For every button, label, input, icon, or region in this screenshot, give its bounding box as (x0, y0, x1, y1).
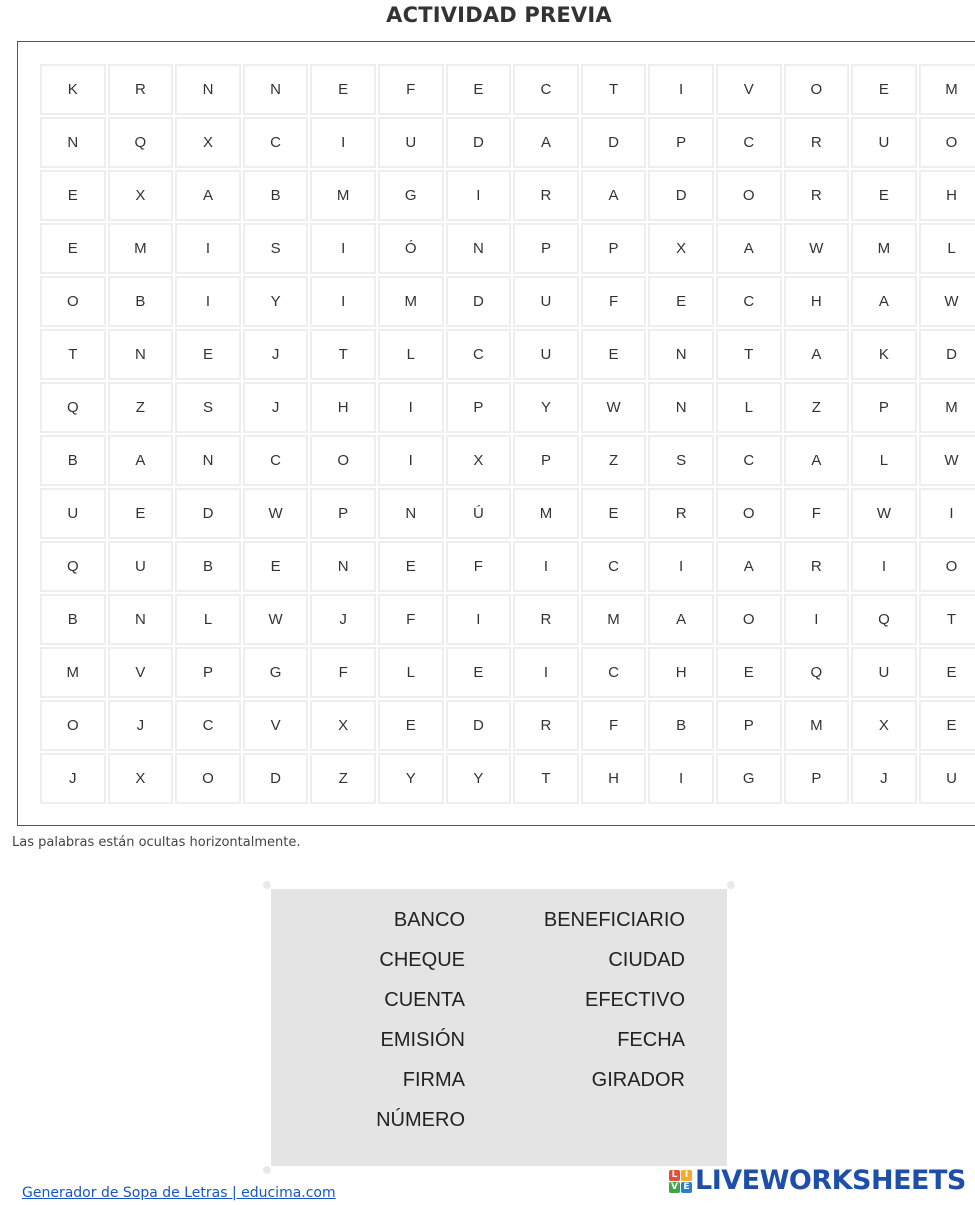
word-item: BENEFICIARIO (543, 909, 685, 931)
grid-cell[interactable]: G (716, 753, 782, 804)
logo-mark-tile: L (669, 1170, 680, 1181)
grid-cell[interactable]: U (919, 753, 975, 804)
word-item: GIRADOR (591, 1069, 685, 1091)
grid-cell[interactable]: J (108, 700, 174, 751)
corner-dot (263, 1166, 271, 1174)
grid-cell[interactable]: E (40, 223, 106, 274)
grid-cell[interactable]: A (513, 117, 579, 168)
grid-cell[interactable]: C (581, 647, 647, 698)
grid-cell[interactable]: X (648, 223, 714, 274)
grid-cell[interactable]: M (513, 488, 579, 539)
grid-cell[interactable]: L (716, 382, 782, 433)
grid-cell[interactable]: R (784, 541, 850, 592)
grid-cell[interactable]: B (243, 170, 309, 221)
liveworksheets-logo (669, 1166, 966, 1196)
grid-cell[interactable]: I (784, 594, 850, 645)
grid-cell[interactable]: R (648, 488, 714, 539)
grid-cell[interactable]: H (784, 276, 850, 327)
logo-mark-tile: V (669, 1182, 680, 1193)
grid-cell[interactable]: B (40, 435, 106, 486)
grid-cell[interactable]: O (919, 117, 975, 168)
grid-cell[interactable]: W (919, 435, 975, 486)
word-item: EFECTIVO (584, 989, 685, 1011)
grid-cell[interactable]: R (784, 170, 850, 221)
grid-cell[interactable]: E (919, 647, 975, 698)
grid-cell[interactable]: I (919, 488, 975, 539)
word-item: FECHA (617, 1029, 685, 1051)
grid-cell[interactable]: U (851, 117, 917, 168)
grid-cell[interactable]: J (243, 329, 309, 380)
grid-cell[interactable]: A (648, 594, 714, 645)
grid-cell[interactable]: E (851, 64, 917, 115)
grid-cell[interactable]: P (513, 435, 579, 486)
grid-cell[interactable]: L (175, 594, 241, 645)
grid-cell[interactable]: P (581, 223, 647, 274)
grid-cell[interactable]: I (378, 435, 444, 486)
grid-cell[interactable]: Ú (446, 488, 512, 539)
footer-generator-link[interactable]: Generador de Sopa de Letras | educima.com (22, 1185, 336, 1201)
grid-cell[interactable]: I (648, 753, 714, 804)
grid-cell[interactable]: B (175, 541, 241, 592)
grid-cell[interactable]: H (919, 170, 975, 221)
grid-cell[interactable]: N (648, 329, 714, 380)
grid-cell[interactable]: E (581, 488, 647, 539)
word-item: NÚMERO (376, 1109, 465, 1131)
grid-cell[interactable]: R (784, 117, 850, 168)
grid-cell[interactable]: M (784, 700, 850, 751)
grid-cell[interactable]: Q (851, 594, 917, 645)
grid-cell[interactable]: B (648, 700, 714, 751)
grid-cell[interactable]: J (40, 753, 106, 804)
grid-cell[interactable]: X (108, 753, 174, 804)
grid-cell[interactable]: N (108, 329, 174, 380)
grid-cell[interactable]: M (851, 223, 917, 274)
grid-cell[interactable]: N (310, 541, 376, 592)
grid-cell[interactable]: A (108, 435, 174, 486)
grid-cell[interactable]: R (513, 700, 579, 751)
grid-cell[interactable]: P (648, 117, 714, 168)
grid-cell[interactable]: K (40, 64, 106, 115)
grid-cell[interactable]: I (851, 541, 917, 592)
grid-cell[interactable]: Y (378, 753, 444, 804)
word-item: FIRMA (402, 1069, 465, 1091)
grid-cell[interactable]: E (378, 541, 444, 592)
word-list-right (544, 900, 685, 1100)
grid-cell[interactable]: O (919, 541, 975, 592)
grid-cell[interactable]: C (513, 64, 579, 115)
grid-cell[interactable]: B (40, 594, 106, 645)
grid-cell[interactable]: T (581, 64, 647, 115)
grid-cell[interactable]: M (310, 170, 376, 221)
grid-cell[interactable]: C (446, 329, 512, 380)
grid-cell[interactable]: I (310, 117, 376, 168)
grid-cell[interactable]: S (648, 435, 714, 486)
grid-cell[interactable]: X (108, 170, 174, 221)
grid-cell[interactable]: F (310, 647, 376, 698)
grid-cell[interactable]: L (919, 223, 975, 274)
grid-cell[interactable]: W (243, 488, 309, 539)
grid-cell[interactable]: I (378, 382, 444, 433)
grid-cell[interactable]: N (243, 64, 309, 115)
grid-cell[interactable]: U (40, 488, 106, 539)
grid-cell[interactable]: V (716, 64, 782, 115)
grid-cell[interactable]: T (919, 594, 975, 645)
grid-cell[interactable]: V (243, 700, 309, 751)
grid-cell[interactable]: P (310, 488, 376, 539)
grid-cell[interactable]: U (851, 647, 917, 698)
grid-cell[interactable]: T (716, 329, 782, 380)
grid-cell[interactable]: A (784, 435, 850, 486)
grid-cell[interactable]: J (243, 382, 309, 433)
grid-cell[interactable]: D (446, 117, 512, 168)
logo-mark-icon (669, 1170, 692, 1193)
grid-cell[interactable]: T (40, 329, 106, 380)
word-item: CUENTA (384, 989, 465, 1011)
grid-cell[interactable]: V (108, 647, 174, 698)
grid-cell[interactable]: D (175, 488, 241, 539)
grid-cell[interactable]: A (716, 541, 782, 592)
grid-cell[interactable]: M (40, 647, 106, 698)
grid-cell[interactable]: M (919, 382, 975, 433)
logo-mark-tile: E (681, 1182, 692, 1193)
grid-cell[interactable]: P (175, 647, 241, 698)
grid-cell[interactable]: Q (40, 382, 106, 433)
grid-cell[interactable]: T (513, 753, 579, 804)
grid-cell[interactable]: B (108, 276, 174, 327)
grid-cell[interactable]: W (784, 223, 850, 274)
grid-cell[interactable]: I (446, 170, 512, 221)
grid-cell[interactable]: N (378, 488, 444, 539)
grid-cell[interactable]: O (40, 700, 106, 751)
grid-cell[interactable]: G (243, 647, 309, 698)
grid-cell[interactable]: Q (784, 647, 850, 698)
grid-cell[interactable]: O (784, 64, 850, 115)
letter-grid[interactable] (39, 63, 975, 805)
grid-cell[interactable]: U (108, 541, 174, 592)
grid-cell[interactable]: W (243, 594, 309, 645)
grid-cell[interactable]: A (851, 276, 917, 327)
grid-cell[interactable]: M (919, 64, 975, 115)
grid-cell[interactable]: O (716, 170, 782, 221)
word-item: CHEQUE (379, 949, 465, 971)
grid-cell[interactable]: X (851, 700, 917, 751)
grid-cell[interactable]: A (784, 329, 850, 380)
grid-cell[interactable]: A (175, 170, 241, 221)
grid-cell[interactable]: O (310, 435, 376, 486)
grid-cell[interactable]: X (310, 700, 376, 751)
grid-cell[interactable]: R (513, 594, 579, 645)
grid-cell[interactable]: O (175, 753, 241, 804)
grid-cell[interactable]: U (378, 117, 444, 168)
grid-cell[interactable]: F (784, 488, 850, 539)
grid-cell[interactable]: P (716, 700, 782, 751)
grid-cell[interactable]: E (446, 64, 512, 115)
grid-cell[interactable]: F (581, 276, 647, 327)
grid-cell[interactable]: E (919, 700, 975, 751)
word-item: BANCO (393, 909, 465, 931)
grid-cell[interactable]: E (446, 647, 512, 698)
grid-cell[interactable]: M (378, 276, 444, 327)
grid-cell[interactable]: W (919, 276, 975, 327)
grid-cell[interactable]: N (175, 64, 241, 115)
word-list-box (271, 889, 727, 1166)
grid-cell[interactable]: U (513, 276, 579, 327)
grid-cell[interactable]: A (581, 170, 647, 221)
word-item: EMISIÓN (380, 1029, 465, 1051)
grid-cell[interactable]: I (175, 223, 241, 274)
grid-cell[interactable]: I (310, 223, 376, 274)
corner-dot (727, 881, 735, 889)
grid-cell[interactable]: F (581, 700, 647, 751)
logo-text: LIVEWORKSHEETS (695, 1165, 966, 1196)
grid-cell[interactable]: Ó (378, 223, 444, 274)
grid-cell[interactable]: L (378, 647, 444, 698)
grid-cell[interactable]: E (243, 541, 309, 592)
grid-cell[interactable]: I (175, 276, 241, 327)
grid-cell[interactable]: D (648, 170, 714, 221)
grid-cell[interactable]: L (378, 329, 444, 380)
grid-cell[interactable]: Z (581, 435, 647, 486)
grid-cell[interactable]: C (716, 117, 782, 168)
grid-cell[interactable]: Y (446, 753, 512, 804)
grid-cell[interactable]: C (243, 435, 309, 486)
word-list-left (376, 900, 465, 1140)
grid-cell[interactable]: E (310, 64, 376, 115)
grid-cell[interactable]: P (851, 382, 917, 433)
grid-cell[interactable]: E (648, 276, 714, 327)
grid-cell[interactable]: H (581, 753, 647, 804)
grid-cell[interactable]: F (378, 594, 444, 645)
grid-cell[interactable]: L (851, 435, 917, 486)
grid-cell[interactable]: X (446, 435, 512, 486)
grid-cell[interactable]: S (243, 223, 309, 274)
grid-cell[interactable]: Z (310, 753, 376, 804)
grid-cell[interactable]: E (378, 700, 444, 751)
grid-cell[interactable]: C (716, 276, 782, 327)
grid-cell[interactable]: E (851, 170, 917, 221)
grid-cell[interactable]: I (648, 64, 714, 115)
grid-cell[interactable]: M (108, 223, 174, 274)
word-item: CIUDAD (608, 949, 685, 971)
hint-text: Las palabras están ocultas horizontalmente. (12, 835, 301, 850)
grid-cell[interactable]: C (175, 700, 241, 751)
grid-cell[interactable]: A (716, 223, 782, 274)
grid-cell[interactable]: K (851, 329, 917, 380)
grid-cell[interactable]: U (513, 329, 579, 380)
grid-cell[interactable]: D (446, 276, 512, 327)
grid-cell[interactable]: C (581, 541, 647, 592)
grid-cell[interactable]: J (851, 753, 917, 804)
grid-cell[interactable]: D (919, 329, 975, 380)
grid-cell[interactable]: I (446, 594, 512, 645)
grid-cell[interactable]: R (108, 64, 174, 115)
grid-cell[interactable]: H (310, 382, 376, 433)
grid-cell[interactable]: P (446, 382, 512, 433)
grid-cell[interactable]: I (513, 541, 579, 592)
grid-cell[interactable]: H (648, 647, 714, 698)
grid-cell[interactable]: D (581, 117, 647, 168)
grid-cell[interactable]: P (784, 753, 850, 804)
grid-cell[interactable]: E (581, 329, 647, 380)
grid-cell[interactable]: O (716, 488, 782, 539)
grid-cell[interactable]: D (446, 700, 512, 751)
grid-cell[interactable]: Z (784, 382, 850, 433)
grid-cell[interactable]: N (175, 435, 241, 486)
grid-cell[interactable]: T (310, 329, 376, 380)
grid-cell[interactable]: M (581, 594, 647, 645)
grid-cell[interactable]: Q (108, 117, 174, 168)
grid-cell[interactable]: Z (108, 382, 174, 433)
grid-cell[interactable]: X (175, 117, 241, 168)
word-search-board (17, 41, 975, 826)
page-title: ACTIVIDAD PREVIA (386, 3, 612, 27)
grid-cell[interactable]: N (648, 382, 714, 433)
grid-cell[interactable]: P (513, 223, 579, 274)
grid-cell[interactable]: D (243, 753, 309, 804)
grid-cell[interactable]: O (40, 276, 106, 327)
grid-cell[interactable]: R (513, 170, 579, 221)
grid-cell[interactable]: F (446, 541, 512, 592)
grid-cell[interactable]: N (40, 117, 106, 168)
grid-cell[interactable]: E (716, 647, 782, 698)
grid-cell[interactable]: O (716, 594, 782, 645)
grid-cell[interactable]: C (243, 117, 309, 168)
grid-cell[interactable]: E (175, 329, 241, 380)
grid-cell[interactable]: F (378, 64, 444, 115)
grid-cell[interactable]: Q (40, 541, 106, 592)
grid-cell[interactable]: Y (513, 382, 579, 433)
grid-cell[interactable]: C (716, 435, 782, 486)
grid-cell[interactable]: I (648, 541, 714, 592)
grid-cell[interactable]: N (108, 594, 174, 645)
grid-cell[interactable]: G (378, 170, 444, 221)
grid-cell[interactable]: S (175, 382, 241, 433)
logo-mark-tile: I (681, 1170, 692, 1181)
grid-cell[interactable]: Y (243, 276, 309, 327)
grid-cell[interactable]: E (40, 170, 106, 221)
grid-cell[interactable]: E (108, 488, 174, 539)
grid-cell[interactable]: N (446, 223, 512, 274)
grid-cell[interactable]: I (310, 276, 376, 327)
grid-cell[interactable]: W (851, 488, 917, 539)
grid-cell[interactable]: J (310, 594, 376, 645)
grid-cell[interactable]: I (513, 647, 579, 698)
corner-dot (263, 881, 271, 889)
grid-cell[interactable]: W (581, 382, 647, 433)
